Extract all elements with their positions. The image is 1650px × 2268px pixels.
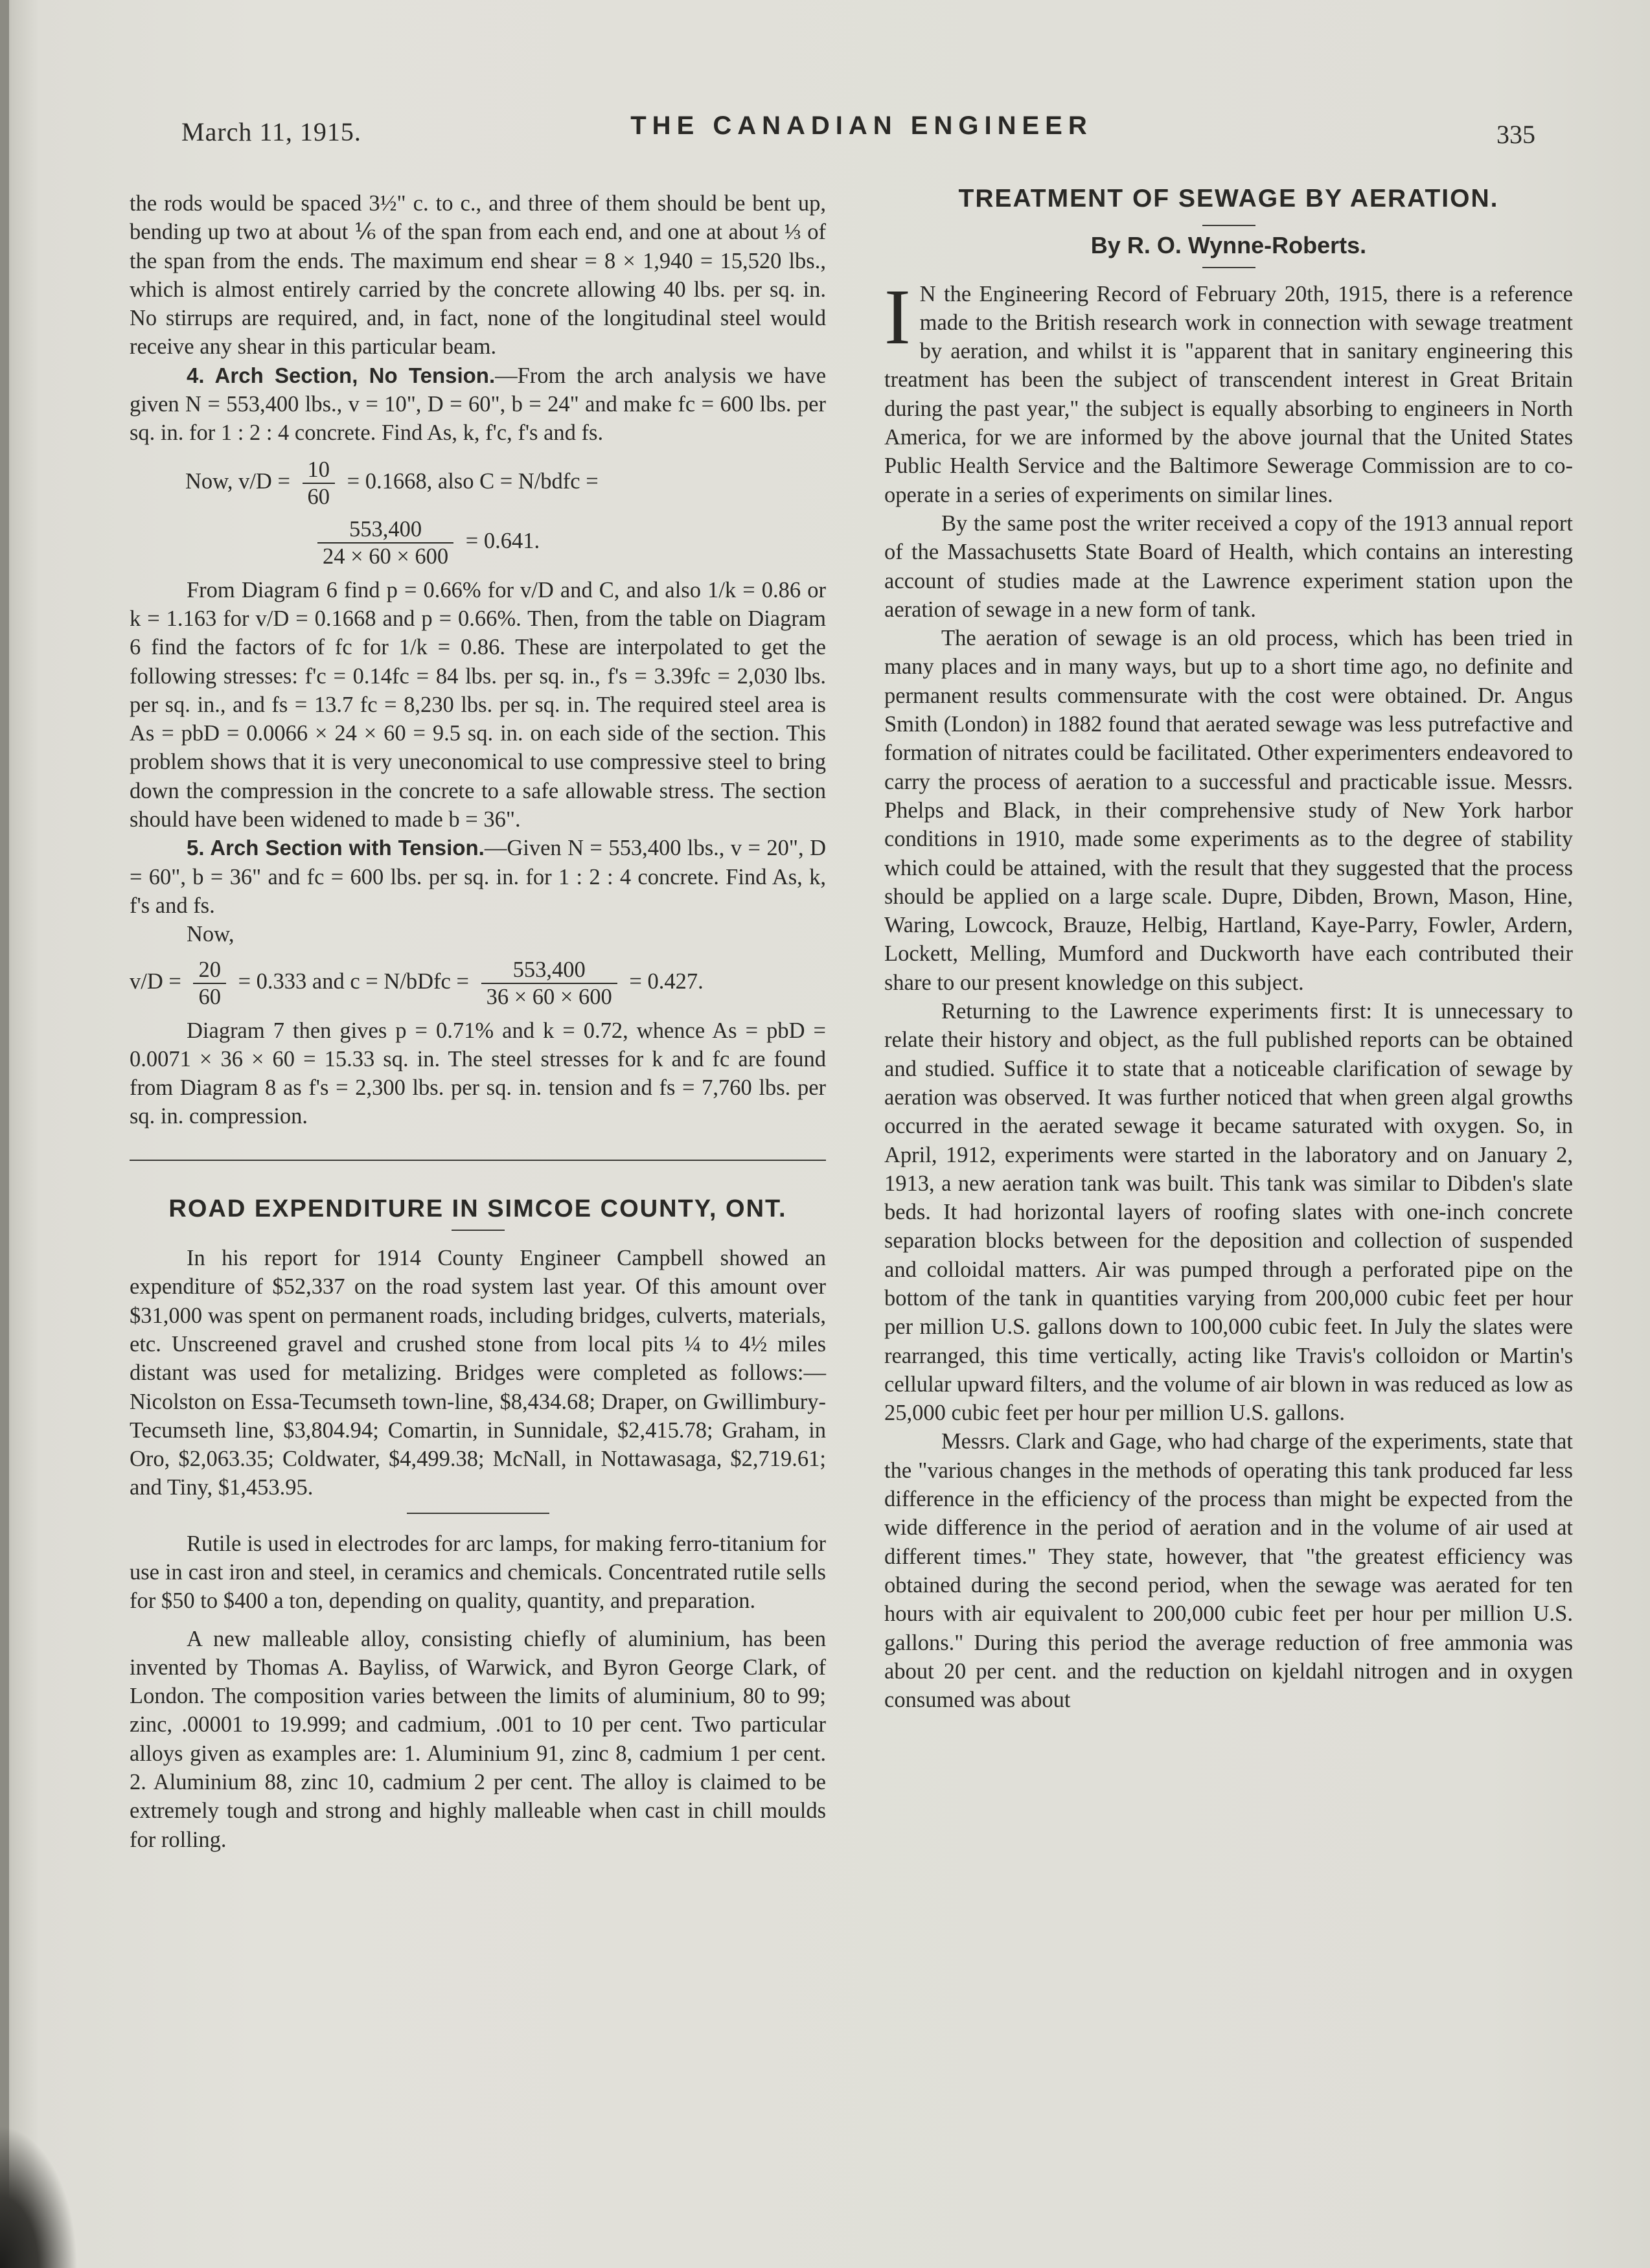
byline-underline-rule	[1202, 267, 1255, 268]
author-byline: By R. O. Wynne-Roberts.	[1090, 232, 1367, 259]
fraction-c	[317, 516, 453, 569]
equation-result: = 0.641.	[465, 528, 540, 553]
section-5-heading: 5. Arch Section with Tension.	[187, 836, 485, 860]
fraction-numerator: 10	[303, 457, 336, 484]
equation-result: = 0.427.	[629, 968, 704, 994]
journal-title: THE CANADIAN ENGINEER	[630, 111, 1093, 140]
heading-underline-rule	[1202, 225, 1255, 226]
running-header	[175, 110, 1535, 155]
fraction-denominator: 60	[198, 984, 221, 1009]
fraction-numerator: 553,400	[481, 957, 617, 984]
fraction-denominator: 36 × 60 × 600	[486, 984, 612, 1009]
drop-cap: I	[884, 273, 911, 361]
now-label: Now,	[187, 922, 235, 947]
page-number: 335	[1496, 120, 1535, 149]
corner-shadow	[0, 2125, 78, 2268]
sewage-paragraph-1	[884, 273, 1573, 509]
road-expenditure-paragraph: In his report for 1914 County Engineer Campbell showed an expenditure of $52,337 on the road system last year. Of this amount over $31,000 was spent on permanent roads, including bridges, culverts, materials, etc. Unscreened gravel and crushed stone from local pits ¼ to 4½ miles distant was used for metalizing. Bridges were completed as follows:—Nicolston on Essa-Tecumseth town-line, $8,434.68; Draper, on Gwillimbury-Tecumseth line, $3,804.94; Comartin, in Sunnidale, $2,415.78; Graham, in Oro, $2,063.35; Coldwater, $4,499.38; McNall, in Nottawasaga, $2,719.61; and Tiny, $1,453.95.	[130, 1246, 826, 1500]
section-5-text: —Given N = 553,400 lbs., v = 20", D = 60", b = 36" and fc = 600 lbs. per sq. in. for 1 : 2 : 4 concrete. Find As, k, f's and fs.	[130, 836, 826, 918]
paragraph-text: N the Engineering Record of February 20th, 1915, there is a reference made to the British research work in connection with sewage treatment by aeration, and whilst it is "apparent that in sanitary engineering this treatment has been the subject of transcendent interest in Great Britain during the past year," the subject is equally absorbing to engineers in North America, for we are informed by the above journal that the United States Public Health Service and the Baltimore Sewerage Commission are to co-operate in a series of experiments on similar lines.	[884, 281, 1573, 507]
fraction-c	[481, 957, 617, 1010]
note-separator-rule	[407, 1513, 549, 1514]
section-4-heading: 4. Arch Section, No Tension.	[187, 363, 496, 387]
section-4-paragraph	[130, 361, 826, 448]
rutile-paragraph: Rutile is used in electrodes for arc lamps, for making ferro-titanium for use in cast iron and steel, in ceramics and chemicals. Concentrated rutile sells for $50 to $400 a ton, depending on quality, quantity, and preparation.	[130, 1531, 826, 1614]
equation-prefix: v/D =	[130, 968, 181, 994]
section-4-body: From Diagram 6 find p = 0.66% for v/D and C, and also 1/k = 0.86 or k = 1.163 for v/D = 0.1668 and p = 0.66%. Then, from the table on Diagram 6 find the factors of fc for 1/k = 0.86. These are interpolated to get the following stresses: f'c = 0.14fc = 84 lbs. per sq. in., f's = 3.39fc = 2,030 lbs. per sq. in., and fs = 13.7 fc = 8,230 lbs. per sq. in. The required steel area is As = pbD = 0.0066 × 24 × 60 = 9.5 sq. in. on each side of the section. This problem shows that it is very uneconomical to use compressive steel to bring down the compression in the concrete to a safe allowable stress. The section should have been widened to made b = 36".	[130, 577, 826, 832]
equation-middle: = 0.333 and c = N/bDfc =	[238, 968, 469, 994]
section-5-body: Diagram 7 then gives p = 0.71% and k = 0.72, whence As = pbD = 0.0071 × 36 × 60 = 15.33 sq. in. The steel stresses for k and fc are found from Diagram 8 as f's = 2,300 lbs. per sq. in. tension and fs = 7,760 lbs. per sq. in. compression.	[130, 1018, 826, 1129]
fraction-v-over-d	[193, 957, 226, 1010]
alloy-paragraph: A new malleable alloy, consisting chiefly of aluminium, has been invented by Thomas A. Bayliss, of Warwick, and Byron George Clark, of London. The composition varies between the limits of aluminium, 80 to 99; zinc, .00001 to 19.999; and cadmium, .001 to 10 per cent. Two particular alloys given as examples are: 1. Aluminium 91, zinc 8, cadmium 1 per cent. 2. Aluminium 88, zinc 10, cadmium 2 per cent. The alloy is claimed to be extremely tough and strong and highly malleable when cast in chill moulds for rolling.	[130, 1626, 826, 1852]
fraction-numerator: 20	[193, 957, 226, 984]
sewage-paragraph-5: Messrs. Clark and Gage, who had charge of the experiments, state that the "various changes in the methods of operating this tank produced far less difference in the efficiency of the process than might be expected from the wide difference in the period of aeration and in the volume of air used at different times." They state, however, that "the greatest efficiency was obtained during the second period, when the sewage was aerated for ten hours with air equivalent to 200,000 cubic feet per hour per million U.S. gallons." During this period the average reduction of free ammonia was about 20 per cent. and the reduction on kjeldahl nitrogen and in oxygen consumed was about	[884, 1429, 1573, 1713]
binding-edge	[0, 0, 9, 2268]
issue-date: March 11, 1915.	[181, 117, 361, 146]
right-column	[884, 185, 1573, 1714]
equation-suffix: = 0.1668, also C = N/bdfc =	[347, 468, 599, 494]
equation-prefix: Now, v/D =	[185, 468, 290, 494]
fraction-denominator: 24 × 60 × 600	[323, 544, 449, 569]
section-5-paragraph	[130, 834, 826, 920]
sewage-paragraph-3: The aeration of sewage is an old process, which has been tried in many places and in many ways, but up to a short time ago, no definite and permanent results commensurate with the cost were obtained. Dr. Angus Smith (London) in 1882 found that aerated sewage was less putrefactive and formation of nitrates could be facilitated. Other experimenters endeavored to carry the process of aeration to a successful and practicable issue. Messrs. Phelps and Black, in their comprehensive study of New York harbor conditions in 1910, made some experiments as to the degree of stability which could be attained, with the result that they suggested that the process should be applied on a large scale. Dupre, Dibden, Brown, Mason, Hine, Waring, Lowcock, Brauze, Helbig, Hartland, Kaye-Parry, Fowler, Ardern, Lockett, Melling, Mumford and Duckworth have each contributed their share to our present knowledge on this subject.	[884, 626, 1573, 995]
road-expenditure-heading: ROAD EXPENDITURE IN SIMCOE COUNTY, ONT.	[168, 1195, 787, 1222]
fraction-numerator: 553,400	[317, 516, 453, 544]
sewage-paragraph-4: Returning to the Lawrence experiments first: It is unnecessary to relate their history and object, as the full published reports can be obtained and studied. Suffice it to state that a noticeable clarification of sewage by aeration was observed. It was further noticed that when green algal growths occurred in the aerated sewage it became saturated with oxygen. So, in April, 1912, experiments were started in the laboratory and on January 2, 1913, a new aeration tank was built. This tank was similar to Dibden's slate beds. It had horizontal layers of roofing slates with one-inch concrete separation blocks between for the deposition and collection of suspended and colloidal matters. Air was pumped through a perforated pipe on the bottom of the tank in quantities varying from 200,000 cubic feet per hour per million U.S. gallons down to 100,000 cubic feet. In July the slates were rearranged, this time vertically, acting like Travis's colloidon or Martin's cellular upward filters, and the volume of air blown in was reduced as low as 25,000 cubic feet per hour per million U.S. gallons.	[884, 999, 1573, 1426]
section-4-text: —From the arch analysis we have given N = 553,400 lbs., v = 10", D = 60", b = 24" and make fc = 600 lbs. per sq. in. for 1 : 2 : 4 concrete. Find As, k, f'c, f's and fs.	[130, 363, 827, 446]
spacer	[130, 1231, 826, 1239]
article-separator-rule	[130, 1160, 826, 1161]
beam-conclusion-paragraph: the rods would be spaced 3½" c. to c., and three of them should be bent up, bending up two at about ⅙ of the span from each end, and one at about ⅓ of the span from the ends. The maximum end shear = 8 × 1,940 = 15,520 lbs., which is almost entirely carried by the concrete allowing 40 lbs. per sq. in. No stirrups are required, and, in fact, none of the longitudinal steel would receive any shear in this particular beam.	[130, 191, 826, 360]
sewage-paragraph-2: By the same post the writer received a copy of the 1913 annual report of the Massachusetts State Board of Health, which contains an interesting account of studies made at the Lawrence experiment station upon the aeration of sewage in a new form of tank.	[884, 510, 1573, 622]
equation-section-5	[130, 957, 826, 1010]
left-column	[130, 189, 826, 1854]
equation-c-value	[311, 516, 826, 569]
fraction-v-over-d	[303, 457, 336, 510]
equation-vd-c	[185, 457, 826, 510]
fraction-denominator: 60	[307, 484, 330, 509]
sewage-article-heading: TREATMENT OF SEWAGE BY AERATION.	[958, 185, 1499, 212]
